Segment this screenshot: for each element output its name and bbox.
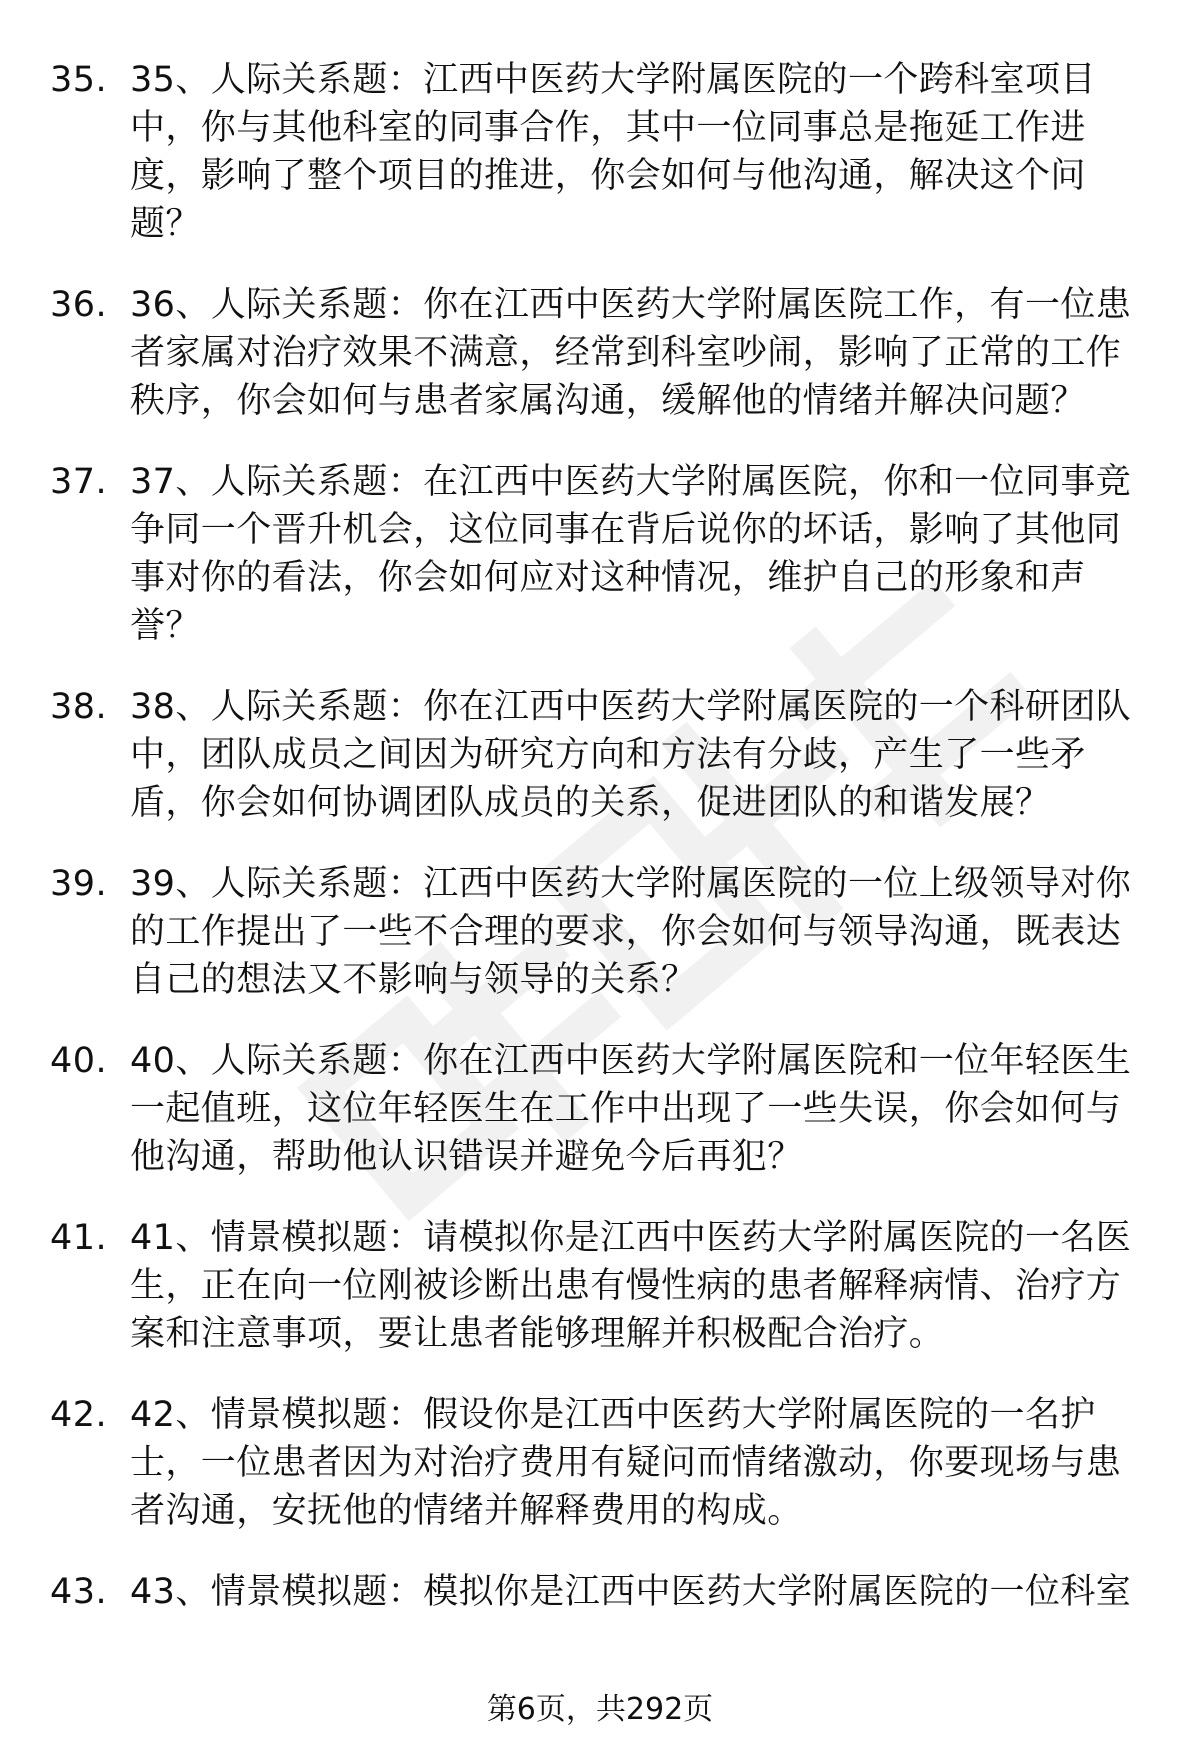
question-number: 35. bbox=[50, 60, 108, 100]
question-text: 42、情景模拟题：假设你是江西中医药大学附属医院的一名护士，一位患者因为对治疗费用有疑问而情绪激动，你要现场与患者沟通，安抚他的情绪并解释费用的构成。 bbox=[130, 1395, 1122, 1531]
question-text: 39、人际关系题：江西中医药大学附属医院的一位上级领导对你的工作提出了一些不合理的要求，你会如何与领导沟通，既表达自己的想法又不影响与领导的关系？ bbox=[130, 864, 1132, 1000]
page-footer: 第6页，共292页 bbox=[486, 1692, 714, 1727]
question-item bbox=[50, 458, 1150, 650]
question-item bbox=[50, 281, 1150, 425]
question-number: 38. bbox=[50, 687, 108, 727]
question-number: 42. bbox=[50, 1395, 108, 1435]
question-text: 36、人际关系题：你在江西中医药大学附属医院工作，有一位患者家属对治疗效果不满意，经常到科室吵闹，影响了正常的工作秩序，你会如何与患者家属沟通，缓解他的情绪并解决问题？ bbox=[130, 285, 1132, 421]
question-text: 41、情景模拟题：请模拟你是江西中医药大学附属医院的一名医生，正在向一位刚被诊断出患有慢性病的患者解释病情、治疗方案和注意事项，要让患者能够理解并积极配合治疗。 bbox=[130, 1218, 1132, 1354]
question-number: 41. bbox=[50, 1218, 108, 1258]
question-number: 36. bbox=[50, 285, 108, 325]
question-item bbox=[50, 1214, 1150, 1358]
question-list bbox=[50, 56, 1150, 1649]
question-number: 40. bbox=[50, 1041, 108, 1081]
question-item bbox=[50, 1391, 1150, 1535]
question-text: 43、情景模拟题：模拟你是江西中医药大学附属医院的一位科室 bbox=[130, 1572, 1132, 1612]
question-text: 40、人际关系题：你在江西中医药大学附属医院和一位年轻医生一起值班，这位年轻医生在工作中出现了一些失误，你会如何与他沟通，帮助他认识错误并避免今后再犯？ bbox=[130, 1041, 1132, 1177]
question-item bbox=[50, 860, 1150, 1004]
question-item bbox=[50, 56, 1150, 248]
question-text: 38、人际关系题：你在江西中医药大学附属医院的一个科研团队中，团队成员之间因为研究方向和方法有分歧，产生了一些矛盾，你会如何协调团队成员的关系，促进团队的和谐发展？ bbox=[130, 687, 1132, 823]
question-number: 37. bbox=[50, 462, 108, 502]
question-text: 35、人际关系题：江西中医药大学附属医院的一个跨科室项目中，你与其他科室的同事合作，其中一位同事总是拖延工作进度，影响了整个项目的推进，你会如何与他沟通，解决这个问题？ bbox=[130, 60, 1096, 244]
question-text: 37、人际关系题：在江西中医药大学附属医院，你和一位同事竞争同一个晋升机会，这位同事在背后说你的坏话，影响了其他同事对你的看法，你会如何应对这种情况，维护自己的形象和声誉？ bbox=[130, 462, 1132, 646]
question-item bbox=[50, 1037, 1150, 1181]
question-number: 43. bbox=[50, 1572, 108, 1612]
question-item bbox=[50, 1568, 1150, 1616]
question-number: 39. bbox=[50, 864, 108, 904]
question-item bbox=[50, 683, 1150, 827]
